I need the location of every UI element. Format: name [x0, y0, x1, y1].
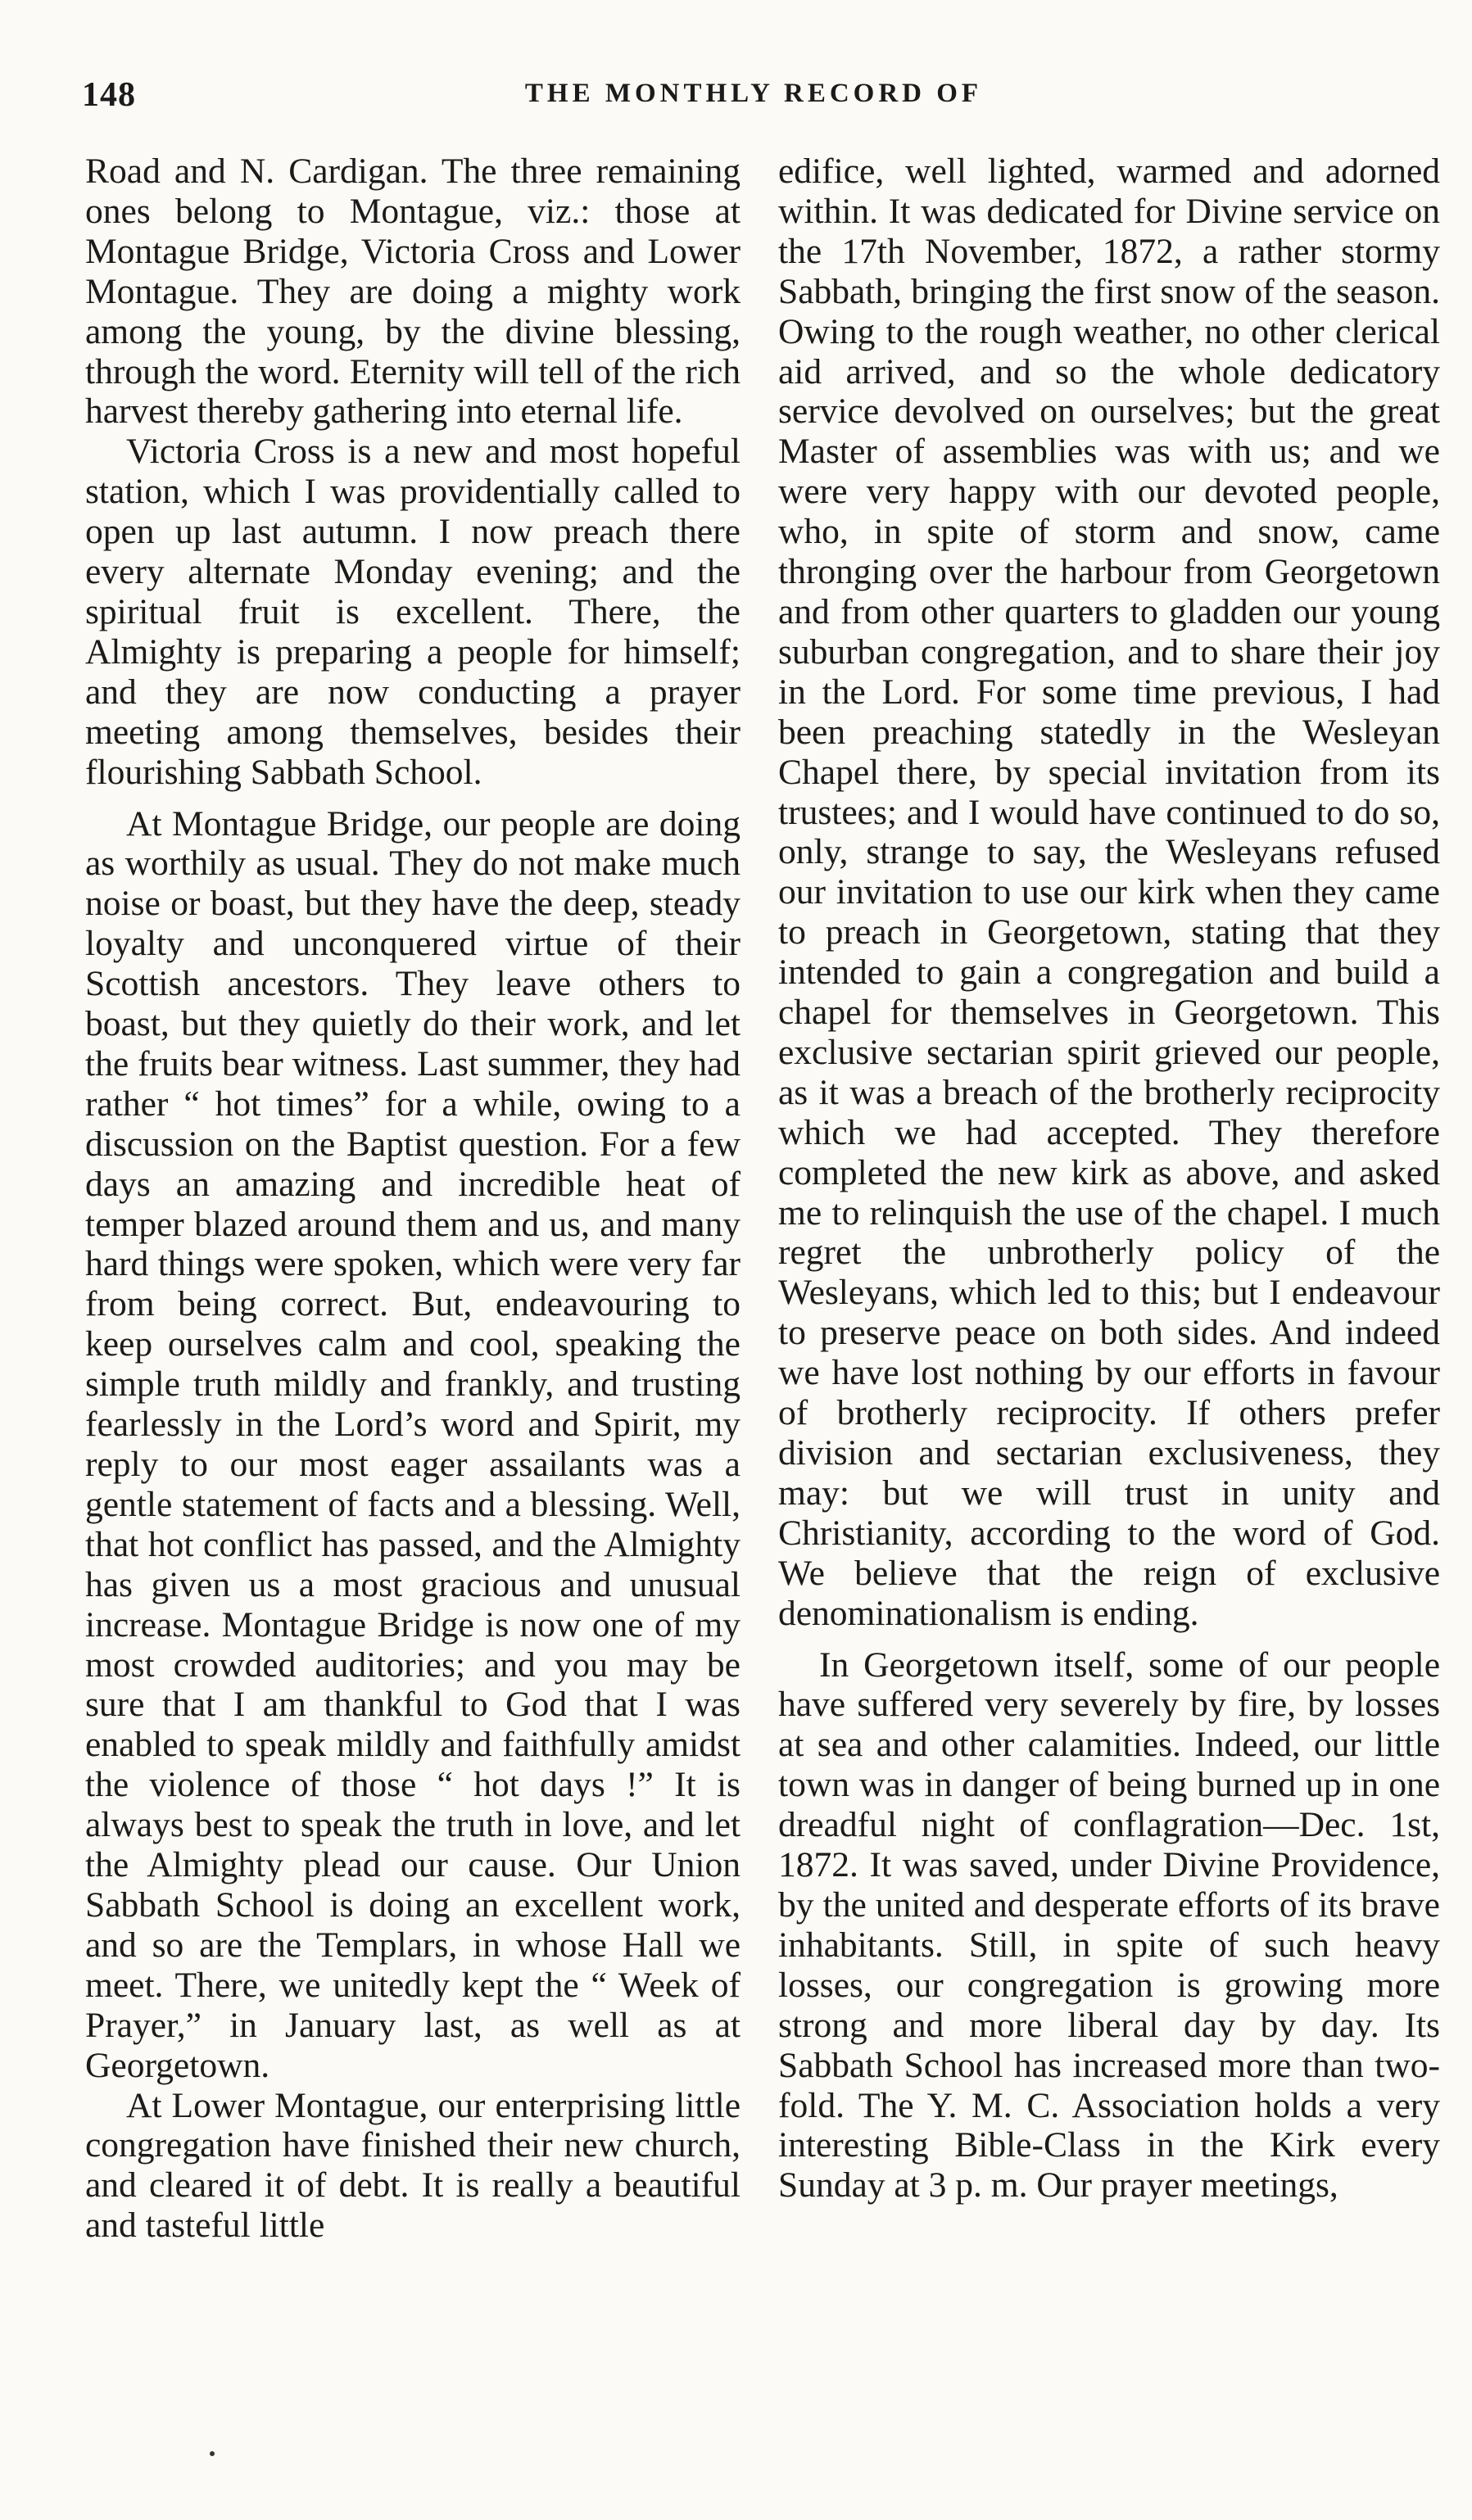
page-number: 148 [82, 76, 136, 114]
running-head: THE MONTHLY RECORD OF [524, 79, 983, 108]
page-header [82, 75, 1425, 124]
paragraph: Victoria Cross is a new and most hopeful station, which I was providentially called to open up last autumn. I now preach there every alternate Monday evening; and the spiritual fruit is excellent. There, the Almighty is preparing a people for himself; and they are now conducting a prayer meeting among themselves, besides their flourishing Sabbath School. [85, 432, 741, 792]
right-column [778, 152, 1440, 2206]
paragraph: At Lower Montague, our enterprising little congregation have finished their new church, and cleared it of debt. It is really a beautiful and tasteful little [85, 2085, 741, 2246]
paragraph: In Georgetown itself, some of our people have suffered very severely by fire, by losses at sea and other calamities. Indeed, our little town was in danger of being burned up in one dreadful night of conflagration—Dec. 1st, 1872. It was saved, under Divine Providence, by the united and desperate efforts of its brave inhabitants. Still, in spite of such heavy losses, our congregation is growing more strong and more liberal day by day. Its Sabbath School has increased more than two-fold. The Y. M. C. Association holds a very interesting Bible-Class in the Kirk every Sunday at 3 p. m. Our prayer meetings, [778, 1645, 1440, 2206]
paragraph: Road and N. Cardigan. The three remaining ones belong to Montague, viz.: those at Montague Bridge, Victoria Cross and Lower Montague. They are doing a mighty work among the young, by the divine blessing, through the word. Eternity will tell of the rich harvest thereby gathering into eternal life. [85, 152, 741, 432]
print-speck [210, 2451, 215, 2456]
left-column [85, 152, 741, 2246]
paragraph: At Montague Bridge, our people are doing as worthily as usual. They do not make much noise or boast, but they have the deep, steady loyalty and unconquered virtue of their Scottish ancestors. They leave others to boast, but they quietly do their work, and let the fruits bear witness. Last summer, they had rather “ hot times” for a while, owing to a discussion on the Baptist question. For a few days an amazing and incredible heat of temper blazed around them and us, and many hard things were spoken, which were very far from being correct. But, endeavouring to keep ourselves calm and cool, speaking the simple truth mildly and frankly, and trusting fearlessly in the Lord’s word and Spirit, my reply to our most eager assailants was a gentle statement of facts and a blessing. Well, that hot conflict has passed, and the Almighty has given us a most gracious and unusual increase. Montague Bridge is now one of my most crowded auditories; and you may be sure that I am thankful to God that I was enabled to speak mildly and faithfully amidst the violence of those “ hot days !” It is always best to speak the truth in love, and let the Almighty plead our cause. Our Union Sabbath School is doing an excellent work, and so are the Templars, in whose Hall we meet. There, we unitedly kept the “ Week of Prayer,” in January last, as well as at Georgetown. [85, 803, 741, 2085]
paragraph: edifice, well lighted, warmed and adorned within. It was dedicated for Divine service on the 17th November, 1872, a rather stormy Sabbath, bringing the first snow of the season. Owing to the rough weather, no other clerical aid arrived, and so the whole dedicatory service devolved on ourselves; but the great Master of assemblies was with us; and we were very happy with our devoted people, who, in spite of storm and snow, came thronging over the harbour from Georgetown and from other quarters to gladden our young suburban congregation, and to share their joy in the Lord. For some time previous, I had been preaching statedly in the Wesleyan Chapel there, by special invitation from its trustees; and I would have continued to do so, only, strange to say, the Wesleyans refused our invitation to use our kirk when they came to preach in Georgetown, stating that they intended to gain a congregation and build a chapel for themselves in Georgetown. This exclusive sectarian spirit grieved our people, as it was a breach of the brotherly reciprocity which we had accepted. They therefore completed the new kirk as above, and asked me to relinquish the use of the chapel. I much regret the unbrotherly policy of the Wesleyans, which led to this; but I endeavour to preserve peace on both sides. And indeed we have lost nothing by our efforts in favour of brotherly reciprocity. If others prefer division and sectarian exclusiveness, they may: but we will trust in unity and Christianity, according to the word of God. We believe that the reign of exclusive denominationalism is ending. [778, 152, 1440, 1633]
